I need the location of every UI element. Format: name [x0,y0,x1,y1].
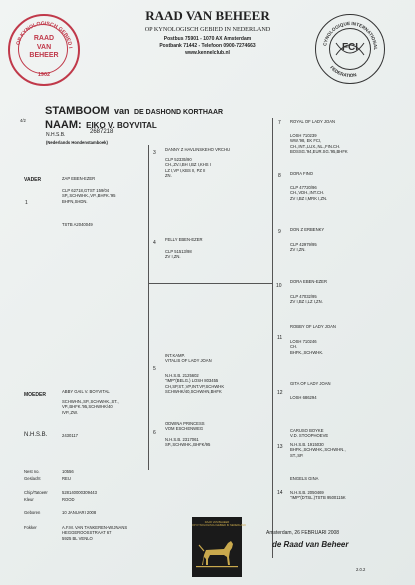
moeder-name: ABBY GAIL V. BOYVITAL [62,389,110,394]
ggp-info: CLP 47032/95 ZV I,BZ I,LZ I,ZN. [290,294,323,305]
ggp-name: ROYAL OF LADY JOAN [290,119,336,124]
document-ref: 4/2 [20,118,26,123]
stamboek-note: (Nederlands Hondenstamboek) [46,140,108,145]
vader-info: CLP 62718,GTST 159/04 SP,,SCHWHK.,VP.,BHFK.'95 BHFN,SHDN. [62,188,116,204]
detail-value: 10 JANUARI 2008 [62,510,97,515]
moeder-info: SCHWHN.,SP.,SCHWHK.,ST., VP.,BHFK.'95,SCHWHK/40 IVP.,ZW. [62,399,119,415]
moeder-nhsb: 2430117 [62,433,78,438]
nhsb-label: N.H.S.B. [46,132,66,138]
detail-label: Geboren [24,510,41,515]
gen2-divider [272,118,273,558]
gp-number: 6 [153,430,156,436]
detail-value: 528140000309443 [62,490,97,495]
raad-emblem [192,517,247,577]
ggp-number: 7 [278,120,281,126]
ggp-number: 14 [277,490,283,496]
detail-label: Kleur [24,497,34,502]
detail-label: Chip/Tatoeër [24,490,48,495]
address-line-1: Postbus 75901 - 1070 AX Amsterdam [163,36,252,42]
detail-label: Fokker [24,525,37,530]
ggp-info: N.H.S.B. 1915030 BHFK.,SCHWHK.,SCHWHN., ST.,SP. [290,442,346,458]
naam-label: NAAM: [45,119,82,131]
vader-number: 1 [25,200,28,206]
vader-tstb: TSTB A2040049 [62,222,93,227]
ggp-info: LOSH 686294 [290,395,317,400]
ggp-number: 12 [277,390,283,396]
ggp-name: ROBBY OF LADY JOAN [290,324,336,329]
ggp-number: 10 [276,283,282,289]
gp-name: DANNY Z HAVLINSKEHO VRCHU [165,147,230,152]
detail-value: ROOD [62,497,75,502]
ggp-name: GITA OF LADY JOAN [290,381,331,386]
gp-info: CLP 52335/90 CH.,ZV.I,BH I,BZ I,KHS I LZ I,VP I,KBS II, PZ II ZN. [165,157,211,179]
ggp-name: DON Z ERBENKY [290,227,325,232]
gp-info: CLP 51513/98 ZV I,ZN. [165,249,192,260]
page-title: RAAD VAN BEHEER [145,8,270,23]
ggp-info: LOSH 710239 WW.'98, EK FCI, CH.,INT.,LUX.,NL.,FIN.CH. BOSSG.'94,EUR.SG.'95,BHFK [290,133,348,155]
ggp-info: CLP 47720/96 CH.,VDH.,INT.CH. ZV I,BZ I,MRK I,ZN. [290,185,328,201]
detail-value: A.F.M. VAN TANKEREN-WIJNANS HEGGEROOSSTRAAT 67 5925 BL VENLO [62,525,128,541]
breed-name: DE DASHOND KORTHAAR [134,109,224,116]
gp-number: 4 [153,240,156,246]
moeder-label: MOEDER [24,392,46,398]
ggp-number: 8 [278,173,281,179]
seal-year: 1902 [37,72,51,78]
seal-center-text: RAAD VAN BEHEER [29,35,59,59]
gp-info: N.H.S.B. 2317061 SP.,SCHWHK.,BHFK/95 [165,437,211,448]
gen1-divider [148,145,149,470]
ggp-name: DORA FINO [290,171,314,176]
ggp-name: ENGELS GINA [290,476,319,481]
gen2-midline [148,283,272,284]
nhsb-number: 2687218 [90,129,114,135]
ggp-number: 9 [278,229,281,235]
gp-number: 3 [153,150,156,156]
dog-silhouette-icon [192,517,247,577]
page-subtitle: OP KYNOLOGISCH GEBIED IN NEDERLAND [144,26,271,33]
vader-label: VADER [24,177,42,183]
detail-value: 10556 [62,469,74,474]
stamboom-label: STAMBOOM [45,105,110,117]
ggp-name: DORA EBEN-EZER [290,279,327,284]
ggp-name: CARUSO BOYKE V.D. STOOPHOEVE [290,428,329,439]
address-line-2: Postbank 71442 - Telefoon 0900-7274663 [159,43,256,49]
issue-place-date: Amsterdam, 26 FEBRUARI 2008 [266,530,340,536]
detail-value: REU [62,476,71,481]
emblem-text: RAAD VAN BEHEER OP KYNOLOGISCH GEBIED IN NEDERLAND [192,521,247,528]
signature: de Raad van Beheer [272,540,349,549]
gp-info: N.H.S.B. 2125602 "IMP"(BELG.) LOSH 803455 CH,SP,ST.,VP,INT.VP,SCHWHK SCHWHK/40,SCHWHN,BHFK [165,373,225,395]
gp-name: INT.KAMP. VITALIS OF LADY JOAN [165,353,212,364]
gp-name: FELLY EBEN-EZER [165,237,203,242]
fci-seal [315,14,385,84]
dog-name: EIKO V. BOYVITAL [86,121,157,130]
ggp-info: N.H.S.B. 2050469 "IMP"(DTSL.)TSTB 9500115K [290,490,346,501]
ggp-info: LOSH 710246 CH. BHFK.,SCHWHK. [290,339,324,355]
svg-text:FEDERATION: FEDERATION [329,64,357,79]
gp-name: ODWINA PRINCESS VOM ESCHENWEG [165,421,205,432]
ggp-info: CLP 42979/95 ZV I,ZN. [290,242,317,253]
ggp-number: 13 [277,444,283,450]
form-code: 2.0.2 [356,567,366,572]
vader-name: ZAP EBEN-EZER [62,176,96,181]
fci-logo-text: FCI [341,42,359,53]
svg-text:CYNOLOGIQUE INTERNATIONALE: CYNOLOGIQUE INTERNATIONAL [322,20,379,51]
website: www.kennelclub.nl [185,50,230,56]
moeder-nhsb-label: N.H.S.B. [24,432,48,438]
ggp-number: 11 [277,335,283,341]
van-label: van [114,106,130,116]
svg-text:OP KYNOLOGISCH GEBIED IN NEDER: OP KYNOLOGISCH GEBIED I [15,20,73,49]
detail-label: Geslacht [24,476,41,481]
detail-label: Nest no. [24,469,40,474]
gp-number: 5 [153,366,156,372]
